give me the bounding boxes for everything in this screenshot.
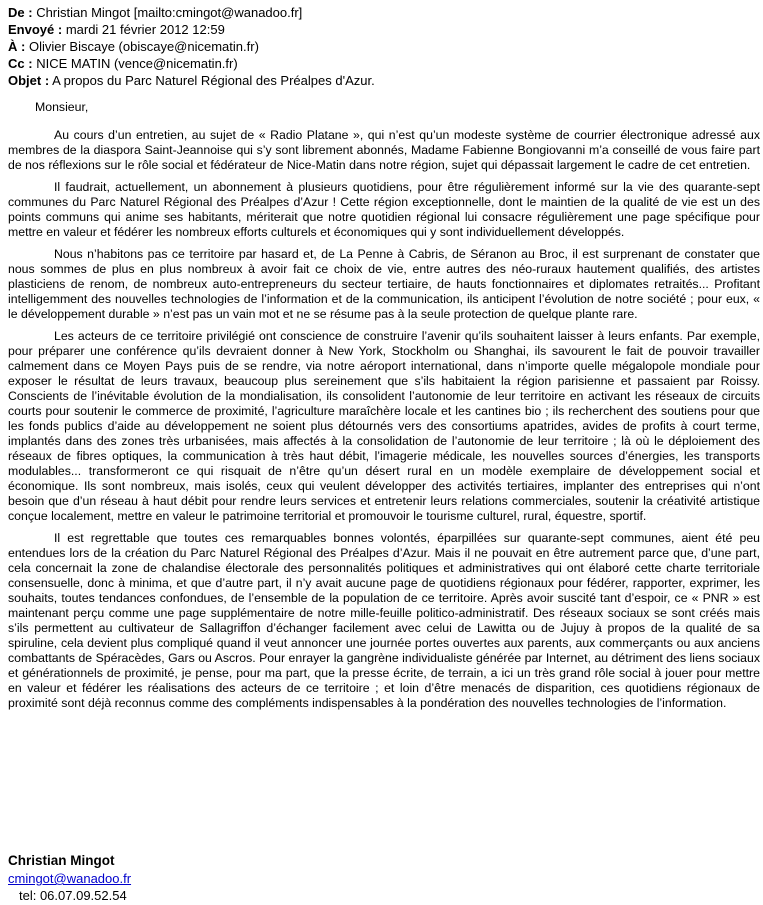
paragraph: Il faudrait, actuellement, un abonnement à plusieurs quotidiens, pour être régulièrement informé sur la vie des quarante-sept communes du Parc Naturel Régional des Préalpes d’Azur ! Cette région exceptionnelle, dont le maintien de la qualité de vie est un des points communs qui anime ses habitants, mériterait que notre quotidien régional lui consacre régulièrement une page spécifique pour mettre en valeur et fédérer les nombreux efforts culturels et économiques qui y sont individuellement développés. <box>8 180 760 239</box>
from-label: De : <box>8 5 33 20</box>
cc-value: NICE MATIN (vence@nicematin.fr) <box>36 56 238 71</box>
sent-label: Envoyé : <box>8 22 63 37</box>
signature-phone: tel: 06.07.09.52.54 <box>19 888 127 903</box>
to-label: À : <box>8 39 26 54</box>
cc-row <box>8 55 375 72</box>
from-row <box>8 4 375 21</box>
cc-label: Cc : <box>8 56 33 71</box>
sent-row <box>8 21 375 38</box>
subject-label: Objet : <box>8 73 50 88</box>
paragraph: Les acteurs de ce territoire privilégié ont conscience de construire l’avenir qu’ils souhaitent laisser à leurs enfants. Par exemple, pour préparer une conférence qu’ils devraient donner à New York, Stockholm ou Shanghai, ils savourent le fait de pouvoir travailler calmement dans ce Moyen Pays puis de se rendre, via notre aéroport international, dans n’importe quelle mégalopole mondiale pour exposer le résultat de leurs travaux, beaucoup plus sereinement que s’ils habitaient la région parisienne et passaient par Roissy. Conscients de l’inévitable évolution de la mondialisation, ils consolident l’autonomie de leur territoire en activant les réseaux de circuits courts pour soutenir le commerce de proximité, l’agriculture maraîchère locale et les cantines bio ; ils recherchent des soutiens pour que les fonds publics d’aide au développement ne soient plus détournés vers des consortiums apatrides, avides de profits à court terme, implantés dans des zones très urbanisées, mais affectés à la consolidation de l’autonomie de leur territoire ; là où le déploiement des réseaux de fibres optiques, la communication à très haut débit, l’imagerie médicale, les nouvelles sources d’énergies, les transports modulables... transformeront ce qui risquait de n’être qu’un désert rural en un modèle exemplaire de développement social et économique. Ils sont nombreux, mais isolés, ceux qui veulent développer des activités tertiaires, implanter des entreprises qui n’ont besoin que d’un réseau à haut débit pour rendre leurs services et entretenir leurs relations commerciales, soutenir la créativité artistique conçue localement, mettre en valeur le patrimoine territorial et promouvoir le tourisme culturel, rural, équestre, sportif. <box>8 329 760 523</box>
signature-block <box>8 853 131 903</box>
from-value: Christian Mingot [mailto:cmingot@wanadoo.fr] <box>36 5 303 20</box>
subject-value: A propos du Parc Naturel Régional des Préalpes d'Azur. <box>52 73 375 88</box>
to-value: Olivier Biscaye (obiscaye@nicematin.fr) <box>28 39 259 54</box>
paragraph: Il est regrettable que toutes ces remarquables bonnes volontés, éparpillées sur quarante-sept communes, aient été peu entendues lors de la création du Parc Naturel Régional des Préalpes d’Azur. Mais il ne pouvait en être autrement parce que, d’une part, cela concernait la zone de chalandise électorale des personnalités politiques et administratives qui ont élaboré cette charte territoriale consensuelle, donc à minima, et que d’autre part, il n’y avait aucune page de quotidiens régionaux pour fédérer, rapporter, exprimer, les souhaits, toutes tendances confondues, de l’ensemble de la population de ce territoire. Après avoir suscité tant d’espoir, ce « PNR » est maintenant perçu comme une page supplémentaire de notre mille-feuille politico-administratif. Des réseaux sociaux se sont créés mais s’ils permettent au cultivateur de Sallagriffon d’échanger facilement avec celui de Lawitta ou de Jujuy à propos de la qualité de sa spiruline, cela devient plus compliqué quand il veut annoncer une journée portes ouvertes aux parents, aux commerçants ou aux anciens combattants de Spéracèdes, Gars ou Ascros. Pour enrayer la gangrène individualiste générée par Internet, au détriment des liens sociaux et générationnels de proximité, je pense, pour ma part, que la presse écrite, de terrain, a ici un très grand rôle social à jouer pour mettre en valeur et fédérer les réalisations des acteurs de ce territoire ; et loin d’être menacés de disparition, ces quotidiens régionaux de proximité sont déjà reconnus comme des compléments indispensables à la pondération des nouvelles technologies de l’information. <box>8 531 760 710</box>
sent-value: mardi 21 février 2012 12:59 <box>65 22 225 37</box>
paragraph: Nous n’habitons pas ce territoire par hasard et, de La Penne à Cabris, de Séranon au Broc, il est surprenant de constater que nous sommes de plus en plus nombreux à avoir fait ce choix de vie, entre autres des néo-ruraux hautement qualifiés, des artistes plasticiens de renom, de nombreux auto-entrepreneurs du secteur tertiaire, de hauts fonctionnaires et diplomates retraités... Profitant intelligemment des nouvelles technologies de l’information et de la communication, ils anticipent l’évolution de notre société ; pour eux, « le développement durable » n’est pas un vain mot et ne se résume pas à la seule protection de quelque plante rare. <box>8 247 760 321</box>
signature-email-link[interactable]: cmingot@wanadoo.fr <box>8 871 132 886</box>
subject-row <box>8 72 375 89</box>
signature-name: Christian Mingot <box>8 853 115 868</box>
email-header <box>8 4 375 89</box>
email-body <box>8 100 760 718</box>
to-row <box>8 38 375 55</box>
paragraph: Au cours d’un entretien, au sujet de « Radio Platane », qui n’est qu’un modeste système de courrier électronique adressé aux membres de la diaspora Saint-Jeannoise qui s’y sont librement abonnés, Madame Fabienne Bongiovanni m’a conseillé de vous faire part de nos réflexions sur le rôle social et fédérateur de Nice-Matin dans notre région, sujet qui dépassait largement le cadre de cet entretien. <box>8 128 760 172</box>
greeting: Monsieur, <box>35 100 89 114</box>
